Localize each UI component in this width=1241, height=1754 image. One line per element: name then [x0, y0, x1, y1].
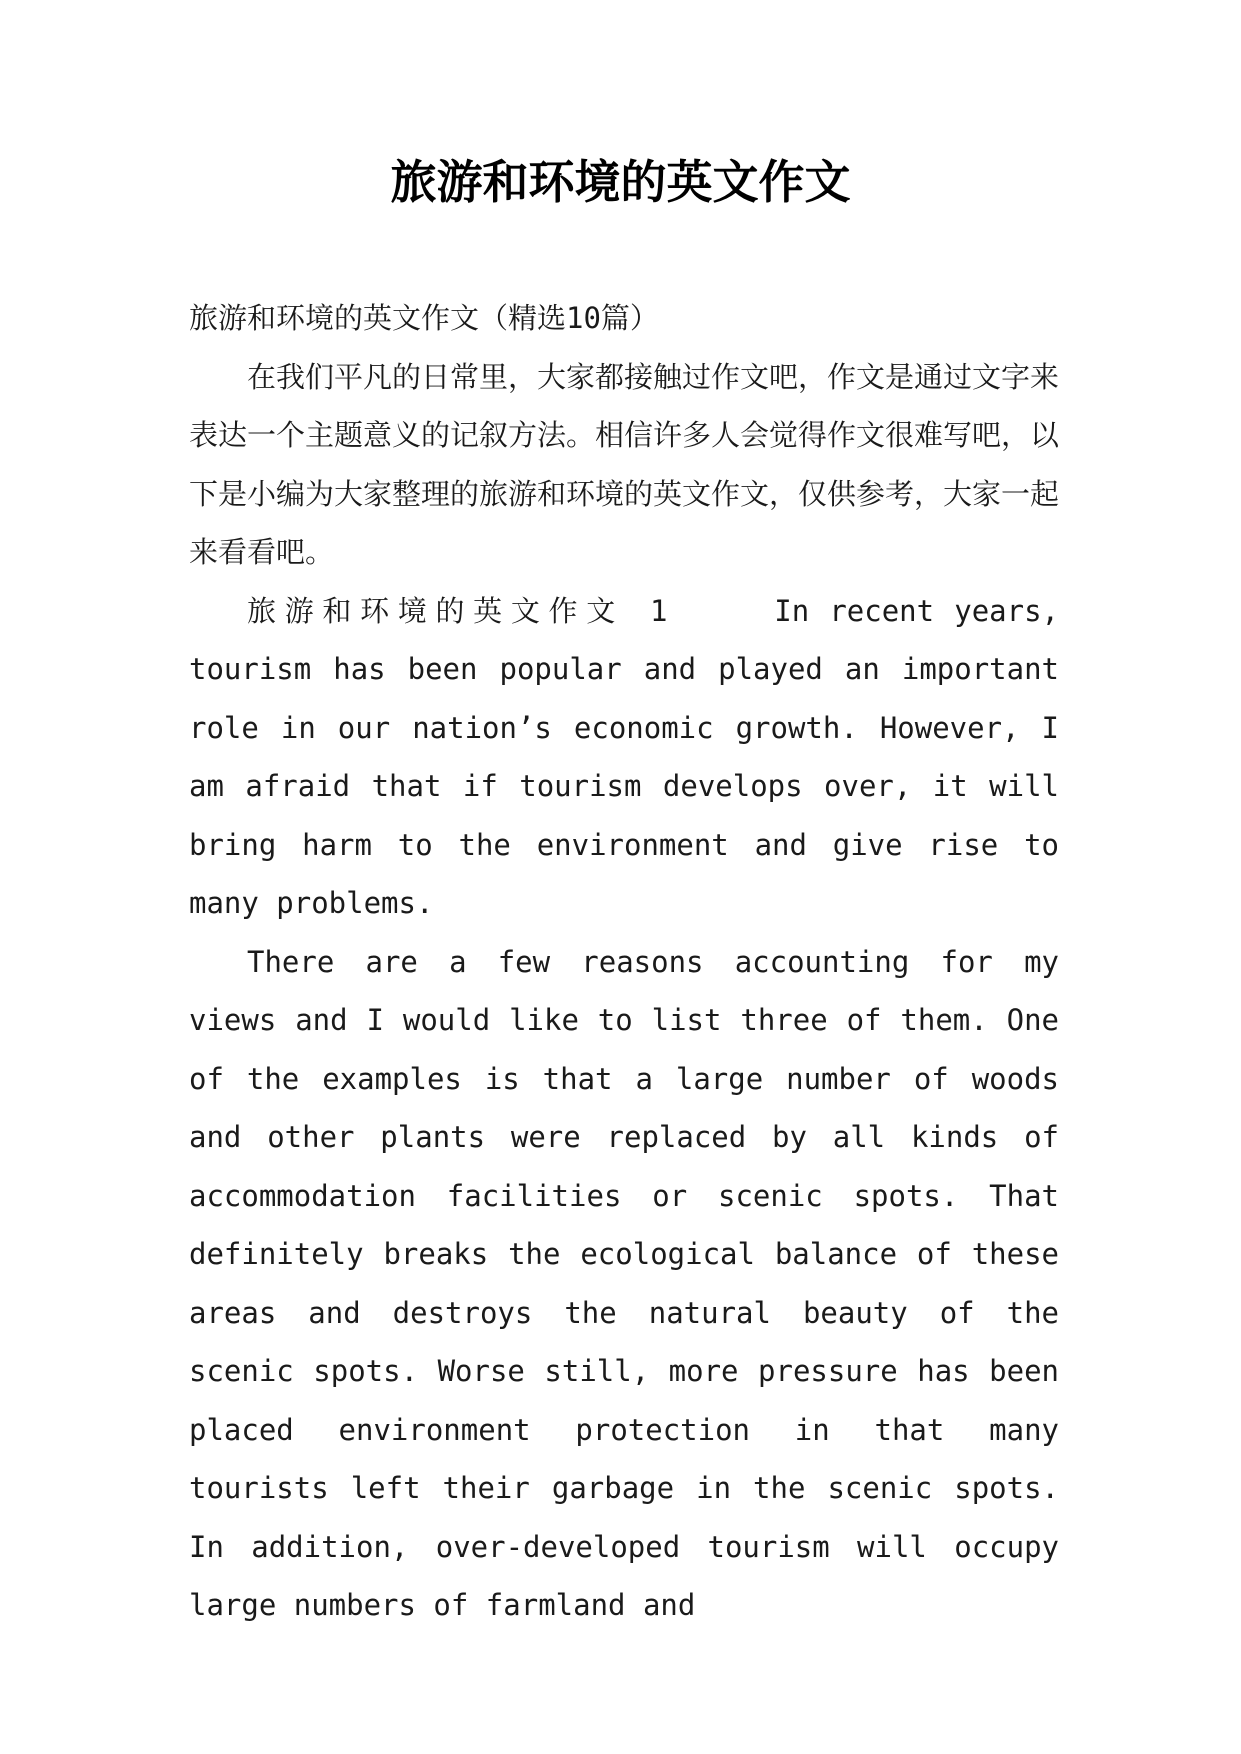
intro-paragraph: 在我们平凡的日常里，大家都接触过作文吧，作文是通过文字来表达一个主题意义的记叙方法。相信许多人会觉得作文很难写吧，以下是小编为大家整理的旅游和环境的英文作文，仅供参考，大家一起来看看吧。 — [189, 359, 1060, 569]
document-title: 旅游和环境的英文作文 — [390, 155, 851, 209]
essay-1-paragraph-2: There are a few reasons accounting for my views and I would like to list three of them. One of the examples is that a large number of woods and other plants were replaced by all kinds of accommodation facilities or scenic spots. That definitely breaks the ecological balance of these areas and destroys the natural beauty of the scenic spots. Worse still, more pressure has been placed environment protection in that many tourists left their garbage in the scenic spots. In addition, over-developed tourism will occupy large numbers of farmland and — [189, 944, 1059, 1622]
essay-1-paragraph-1 — [189, 582, 1059, 933]
essay-1-heading: 旅游和环境的英文作文 1 — [247, 593, 674, 628]
document-body — [189, 289, 1059, 1635]
document-subtitle: 旅游和环境的英文作文（精选10篇） — [189, 301, 659, 335]
essay-1-paragraph-1-text: In recent years, tourism has been popular and played an important role in our nation’s economic growth. However, I am afraid that if tourism develops over, it will bring harm to the environment and give rise to many problems. — [189, 593, 1059, 920]
